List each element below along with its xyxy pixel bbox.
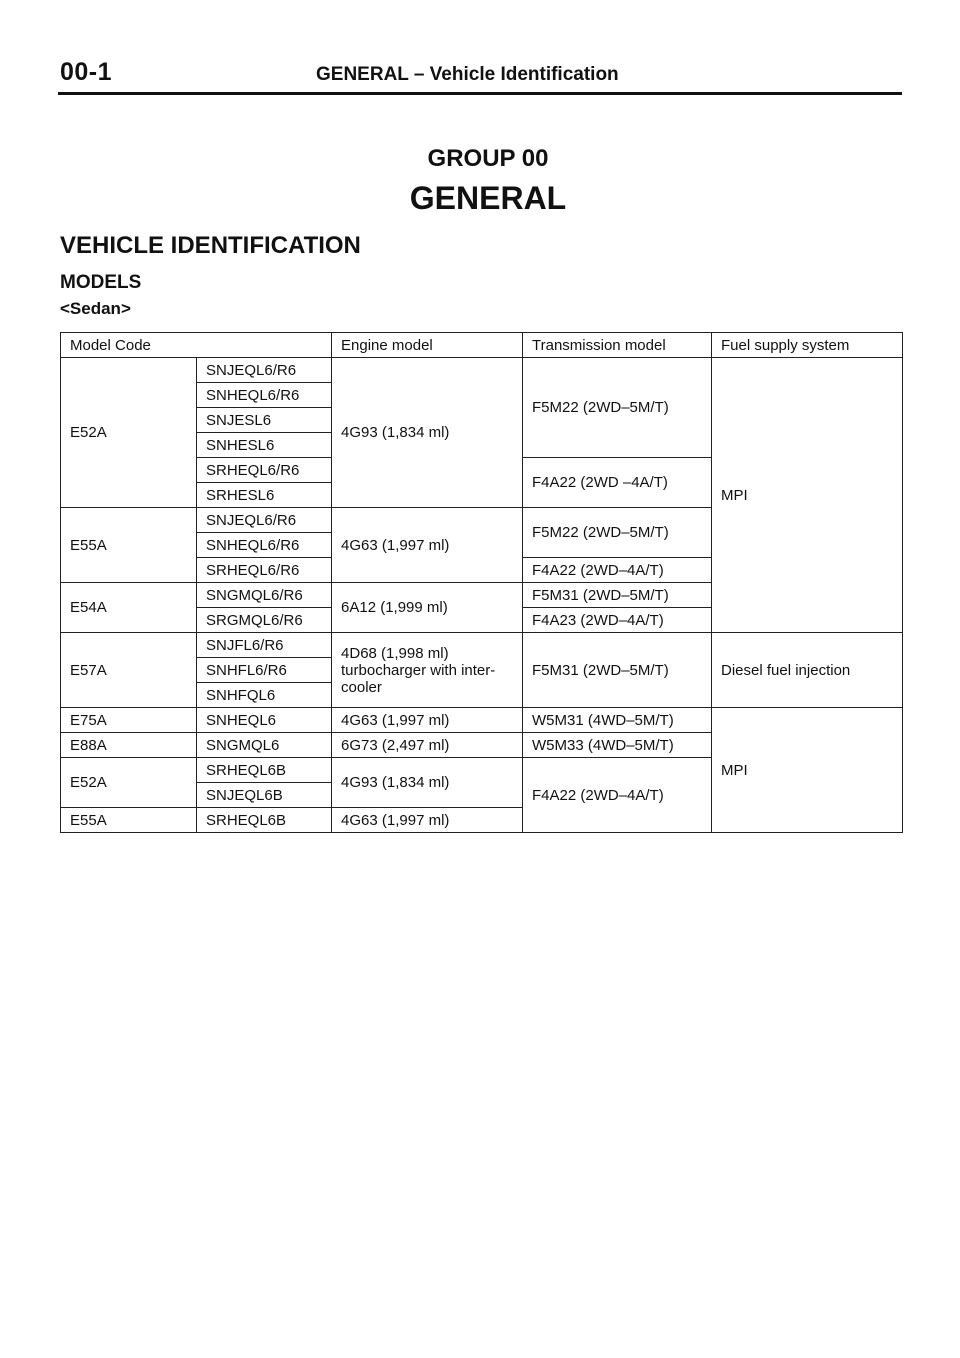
header-title: GENERAL – Vehicle Identification: [316, 64, 619, 85]
model-variant-cell: SNJEQL6B: [197, 783, 332, 808]
model-variant-cell: SNHFL6/R6: [197, 658, 332, 683]
model-variant-cell: SRHEQL6B: [197, 758, 332, 783]
model-code-cell: E52A: [61, 758, 197, 808]
model-code-cell: E54A: [61, 583, 197, 633]
model-variant-cell: SNJFL6/R6: [197, 633, 332, 658]
transmission-model-cell: F4A22 (2WD –4A/T): [523, 458, 712, 508]
model-variant-cell: SNHEQL6: [197, 708, 332, 733]
transmission-model-cell: F4A22 (2WD–4A/T): [523, 758, 712, 833]
model-variant-cell: SNJEQL6/R6: [197, 358, 332, 383]
transmission-model-cell: W5M33 (4WD–5M/T): [523, 733, 712, 758]
header-fuel-supply-system: Fuel supply system: [712, 333, 903, 358]
model-variant-cell: SRHEQL6/R6: [197, 458, 332, 483]
transmission-model-cell: W5M31 (4WD–5M/T): [523, 708, 712, 733]
header-model-code: Model Code: [61, 333, 332, 358]
model-code-cell: E88A: [61, 733, 197, 758]
header-divider: [58, 92, 902, 95]
transmission-model-cell: F5M22 (2WD–5M/T): [523, 508, 712, 558]
engine-model-cell: 4D68 (1,998 ml) turbocharger with inter-cooler: [332, 633, 523, 708]
table-row: [61, 358, 903, 383]
model-variant-cell: SRHESL6: [197, 483, 332, 508]
table-header-row: [61, 333, 903, 358]
group-name: GENERAL: [409, 180, 567, 216]
page-number: 00-1: [60, 58, 113, 86]
model-variant-cell: SRGMQL6/R6: [197, 608, 332, 633]
model-variant-cell: SRHEQL6/R6: [197, 558, 332, 583]
model-variant-cell: SNJEQL6/R6: [197, 508, 332, 533]
engine-model-cell: 6G73 (2,497 ml): [332, 733, 523, 758]
transmission-model-cell: F4A22 (2WD–4A/T): [523, 558, 712, 583]
section-title: VEHICLE IDENTIFICATION: [60, 232, 361, 259]
transmission-model-cell: F5M31 (2WD–5M/T): [523, 583, 712, 608]
engine-model-cell: 4G63 (1,997 ml): [332, 708, 523, 733]
model-variant-cell: SNGMQL6/R6: [197, 583, 332, 608]
model-variant-cell: SNHESL6: [197, 433, 332, 458]
transmission-model-cell: F5M31 (2WD–5M/T): [523, 633, 712, 708]
model-code-cell: E52A: [61, 358, 197, 508]
sub-title: MODELS: [60, 272, 142, 293]
transmission-model-cell: F5M22 (2WD–5M/T): [523, 358, 712, 458]
model-variant-cell: SNHEQL6/R6: [197, 383, 332, 408]
engine-model-cell: 4G63 (1,997 ml): [332, 508, 523, 583]
model-variant-cell: SRHEQL6B: [197, 808, 332, 833]
header-transmission-model: Transmission model: [523, 333, 712, 358]
engine-model-cell: 6A12 (1,999 ml): [332, 583, 523, 633]
fuel-supply-cell: MPI: [712, 708, 903, 833]
table-row: [61, 633, 903, 658]
model-code-cell: E55A: [61, 808, 197, 833]
table-row: [61, 708, 903, 733]
engine-model-cell: 4G93 (1,834 ml): [332, 758, 523, 808]
table-caption: <Sedan>: [60, 299, 131, 318]
model-code-cell: E75A: [61, 708, 197, 733]
group-label: GROUP 00: [427, 145, 549, 172]
engine-model-cell: 4G93 (1,834 ml): [332, 358, 523, 508]
models-table: [60, 332, 903, 833]
fuel-supply-cell: MPI: [712, 358, 903, 633]
model-variant-cell: SNHFQL6: [197, 683, 332, 708]
model-variant-cell: SNJESL6: [197, 408, 332, 433]
fuel-supply-cell: Diesel fuel injection: [712, 633, 903, 708]
model-code-cell: E57A: [61, 633, 197, 708]
model-variant-cell: SNGMQL6: [197, 733, 332, 758]
model-variant-cell: SNHEQL6/R6: [197, 533, 332, 558]
header-engine-model: Engine model: [332, 333, 523, 358]
transmission-model-cell: F4A23 (2WD–4A/T): [523, 608, 712, 633]
engine-model-cell: 4G63 (1,997 ml): [332, 808, 523, 833]
model-code-cell: E55A: [61, 508, 197, 583]
